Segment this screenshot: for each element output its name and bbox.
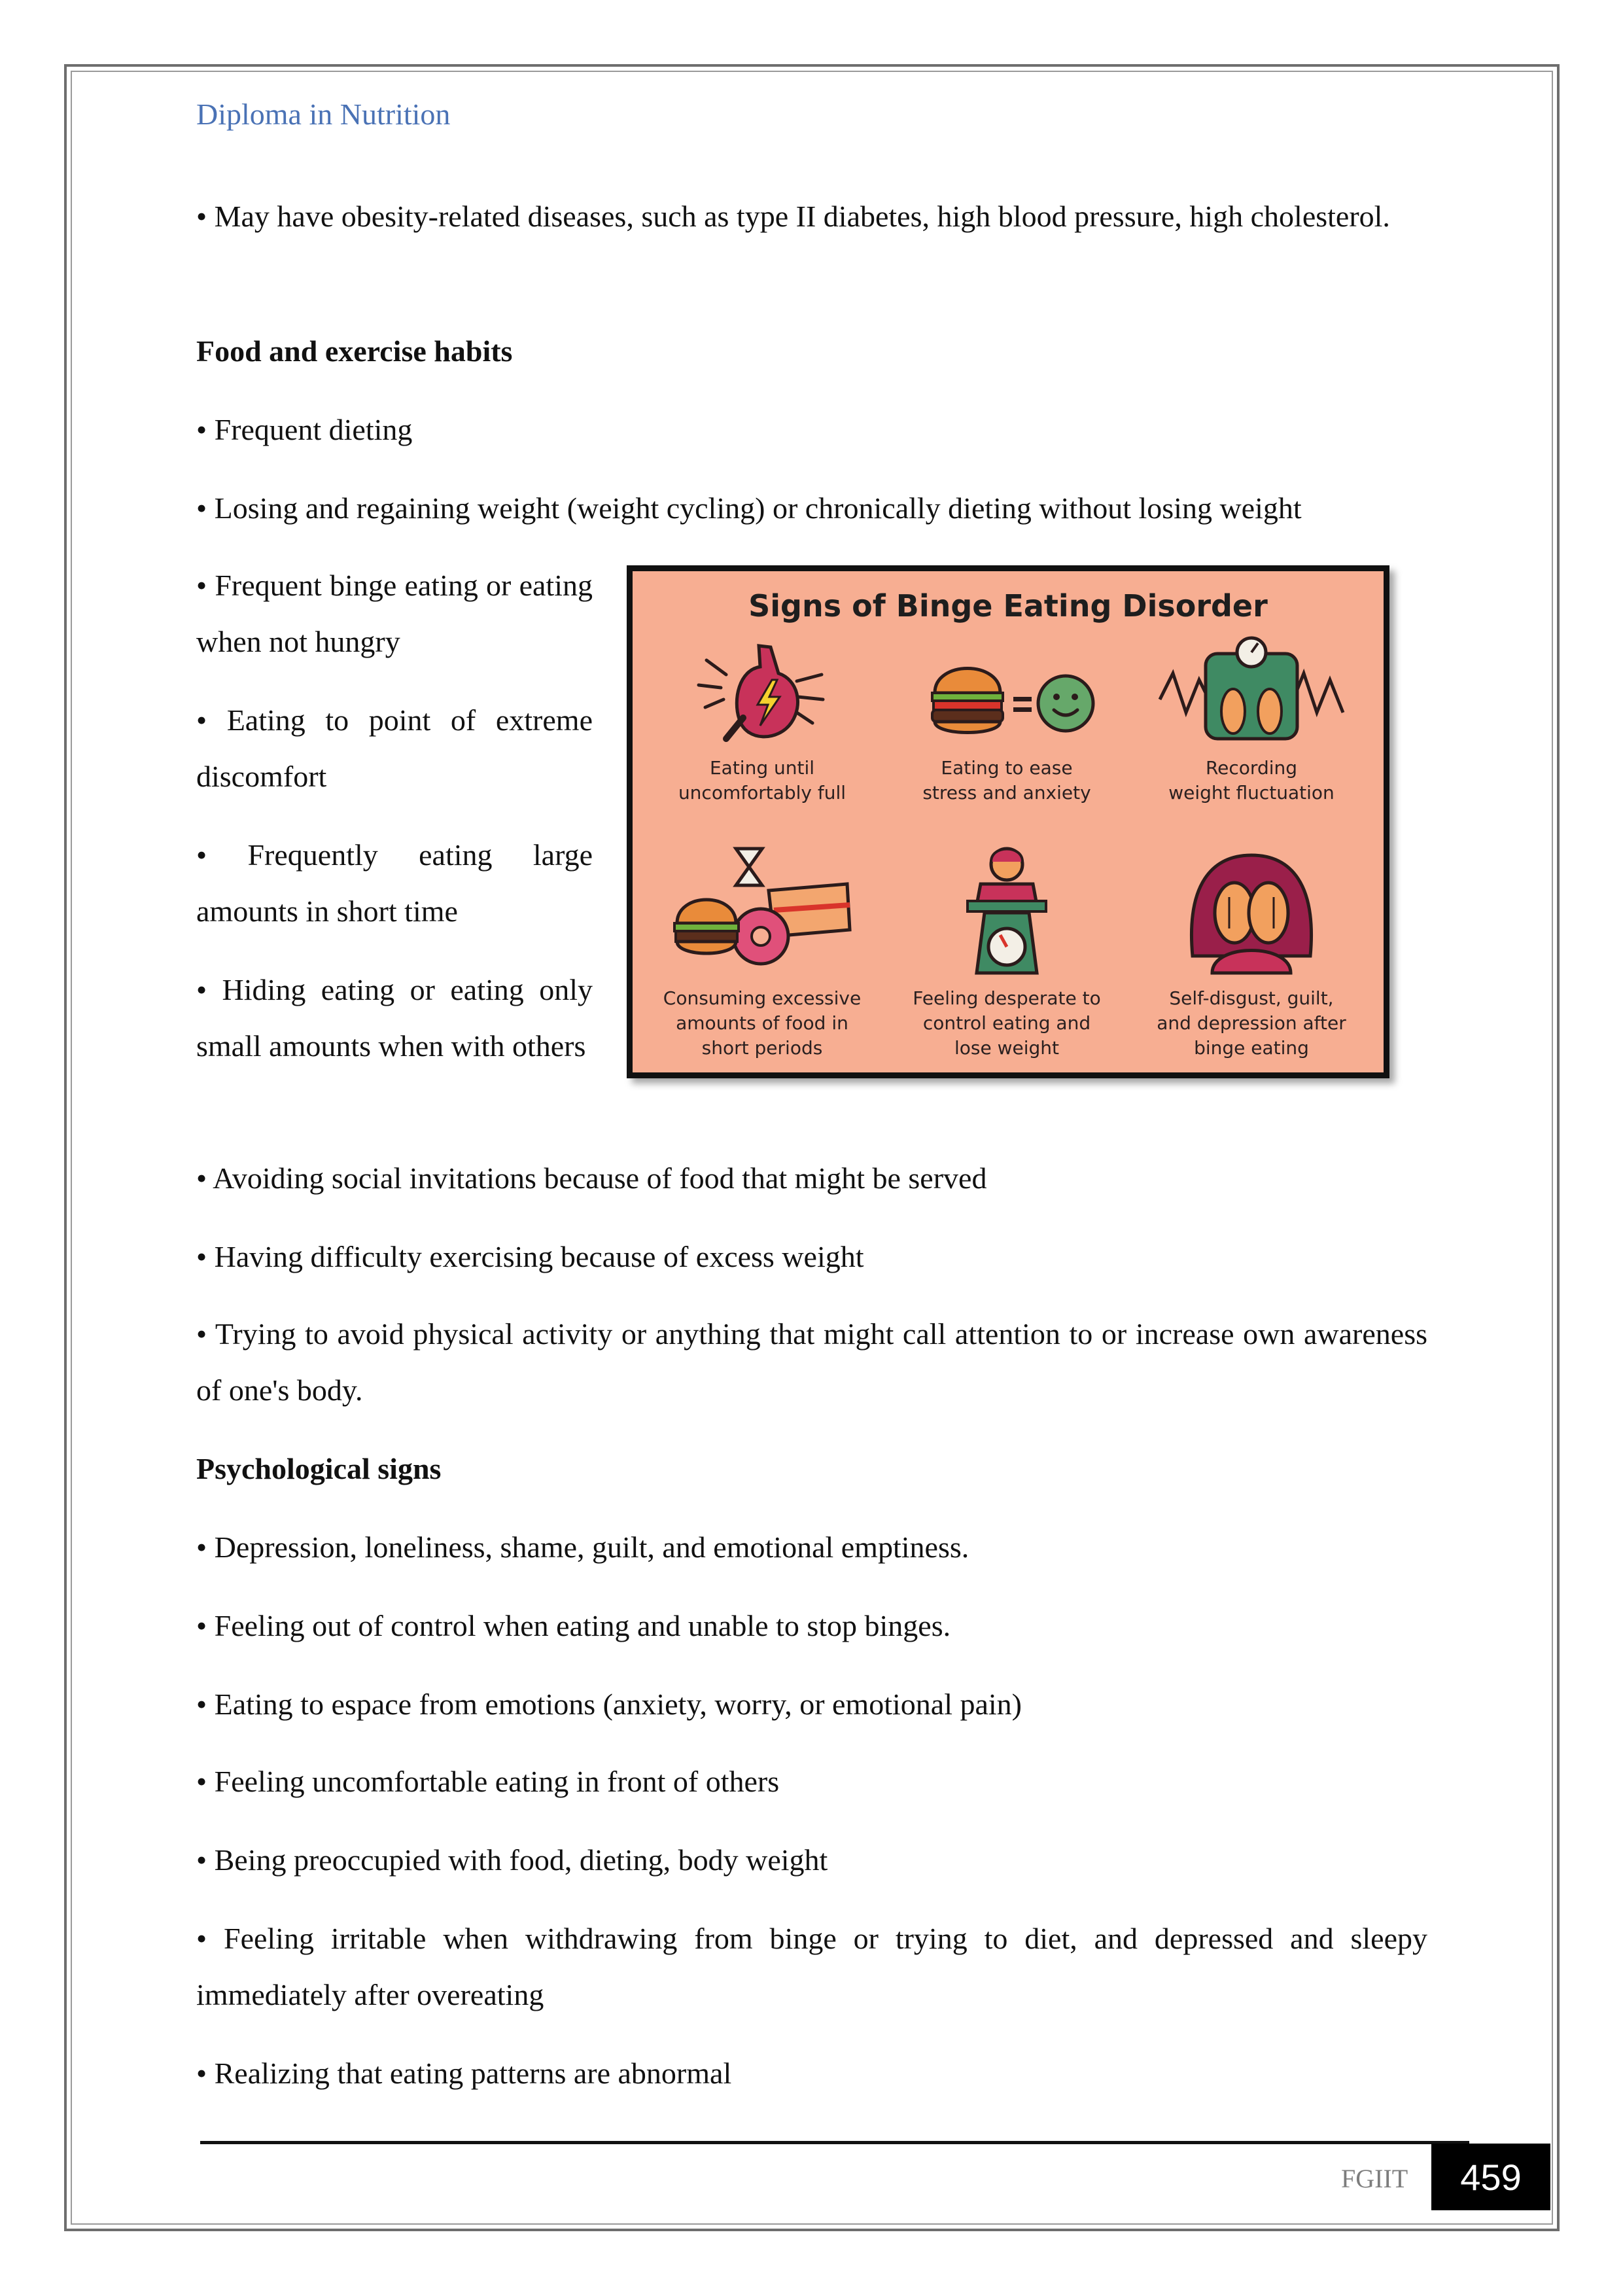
bullet-frequent-dieting: • Frequent dieting xyxy=(196,413,413,446)
sign-weight-fluctuation xyxy=(1134,634,1369,805)
bullet-large-amounts: • Frequently eating large amounts in short time xyxy=(196,838,593,928)
bullet-social-invitations: • Avoiding social invitations because of food that might be served xyxy=(196,1161,987,1195)
bullet-out-of-control: • Feeling out of control when eating and unable to stop binges. xyxy=(196,1609,951,1642)
sign-ease-stress xyxy=(889,634,1125,805)
burger-equals-smile-icon xyxy=(909,634,1105,752)
bullet-binge-eating: • Frequent binge eating or eating when not hungry xyxy=(196,569,593,658)
bullet-depression: • Depression, loneliness, shame, guilt, and emotional emptiness. xyxy=(196,1530,969,1564)
sign-uncomfortably-full xyxy=(644,634,880,805)
sign-caption-line1: Eating until xyxy=(709,757,815,779)
page-border-inner xyxy=(71,71,1553,2225)
sign-caption-line2: stress and anxiety xyxy=(922,782,1091,804)
bathroom-scale-icon xyxy=(1153,634,1350,752)
sign-caption-line1: Eating to ease xyxy=(941,757,1073,779)
sign-excessive-amounts xyxy=(644,845,880,1061)
bullet-hiding-eating: • Hiding eating or eating only small amounts when with others xyxy=(196,973,593,1063)
sign-caption-line3: binge eating xyxy=(1194,1037,1309,1059)
document-header: Diploma in Nutrition xyxy=(196,97,451,131)
face-in-hands-icon xyxy=(1166,845,1336,982)
bullet-obesity: • May have obesity-related diseases, such as type II diabetes, high blood pressure, high cholesterol. xyxy=(196,200,1390,233)
bullet-preoccupied: • Being preoccupied with food, dieting, body weight xyxy=(196,1843,828,1877)
stomach-icon xyxy=(687,634,837,752)
sign-caption-line2: weight fluctuation xyxy=(1168,782,1335,804)
bullet-escape-emotions: • Eating to espace from emotions (anxiety, worry, or emotional pain) xyxy=(196,1687,1022,1721)
sign-caption-line2: and depression after xyxy=(1157,1012,1346,1034)
sign-self-disgust xyxy=(1134,845,1369,1061)
binge-eating-infographic xyxy=(627,565,1389,1078)
page-number: 459 xyxy=(1431,2144,1550,2210)
bullet-avoid-activity: • Trying to avoid physical activity or anything that might call attention to or increase own awareness of one's body. xyxy=(196,1317,1427,1407)
sign-caption-line1: Self-disgust, guilt, xyxy=(1169,987,1334,1009)
bullet-extreme-discomfort: • Eating to point of extreme discomfort xyxy=(196,703,593,793)
person-on-scale-icon xyxy=(922,845,1092,982)
heading-food-exercise: Food and exercise habits xyxy=(196,334,513,368)
footer-org: FGIIT xyxy=(1341,2164,1408,2193)
sign-caption-line3: short periods xyxy=(701,1037,823,1059)
bullet-weight-cycling: • Losing and regaining weight (weight cycling) or chronically dieting without losing weight xyxy=(196,491,1302,525)
infographic-title: Signs of Binge Eating Disorder xyxy=(748,588,1268,624)
sign-caption-line1: Recording xyxy=(1205,757,1298,779)
heading-psychological-signs: Psychological signs xyxy=(196,1452,442,1485)
sign-caption-line2: amounts of food in xyxy=(676,1012,848,1034)
sign-caption-line1: Consuming excessive xyxy=(663,987,862,1009)
bullet-irritable: • Feeling irritable when withdrawing from binge or trying to diet, and depressed and sleepy immediately after overeating xyxy=(196,1922,1427,2011)
footer-divider xyxy=(200,2141,1469,2144)
sign-caption-line1: Feeling desperate to xyxy=(913,987,1101,1009)
sign-caption-line3: lose weight xyxy=(954,1037,1060,1059)
sign-desperate-control xyxy=(889,845,1125,1061)
bullet-uncomfortable-others: • Feeling uncomfortable eating in front of others xyxy=(196,1765,780,1798)
food-hourglass-icon xyxy=(664,845,860,982)
bullet-difficulty-exercising: • Having difficulty exercising because of excess weight xyxy=(196,1240,864,1273)
bullet-realizing-abnormal: • Realizing that eating patterns are abnormal xyxy=(196,2057,732,2090)
sign-caption-line2: control eating and xyxy=(922,1012,1091,1034)
sign-caption-line2: uncomfortably full xyxy=(678,782,846,804)
